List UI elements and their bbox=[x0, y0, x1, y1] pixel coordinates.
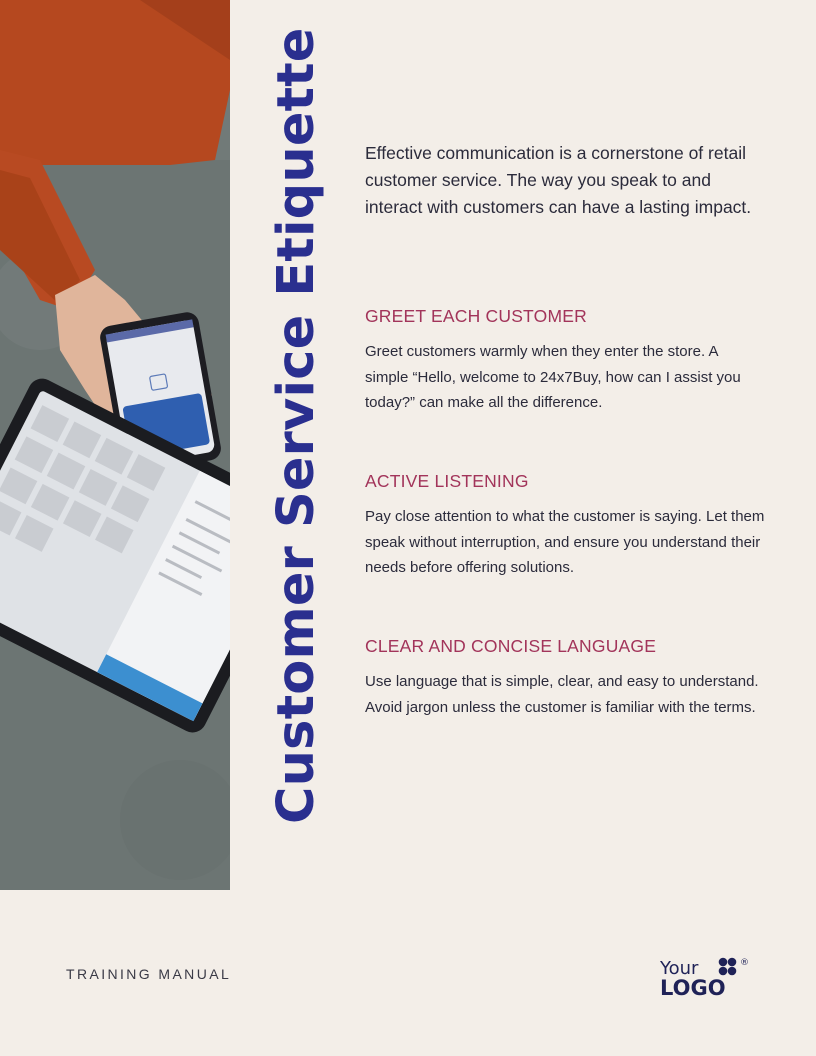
intro-text: Effective communication is a cornerstone of retail customer service. The way you speak to and interact with customers can have a lasting impact. bbox=[365, 143, 752, 217]
logo-text-line1: Your bbox=[660, 958, 699, 979]
logo-text-line2: LOGO bbox=[660, 976, 726, 999]
section-body: Pay close attention to what the customer is saying. Let them speak without interruption, and ensure you understand their needs before offering solutions. bbox=[365, 508, 765, 576]
footer-label: TRAINING MANUAL bbox=[66, 966, 232, 982]
intro-block bbox=[365, 140, 765, 221]
section-body: Greet customers warmly when they enter the store. A simple “Hello, welcome to 24x7Buy, how can I assist you today?” can make all the difference. bbox=[365, 343, 741, 411]
section-greet bbox=[365, 305, 765, 416]
section-body: Use language that is simple, clear, and easy to understand. Avoid jargon unless the customer is familiar with the terms. bbox=[365, 673, 759, 716]
registered-mark: ® bbox=[740, 958, 749, 968]
company-logo bbox=[660, 955, 756, 999]
section-heading: GREET EACH CUSTOMER bbox=[365, 306, 587, 326]
section-clear-language bbox=[365, 635, 765, 720]
hero-photo bbox=[0, 0, 230, 890]
logo-mark-icon bbox=[719, 958, 737, 976]
photo-illustration bbox=[0, 0, 230, 890]
section-active-listening bbox=[365, 470, 765, 581]
section-heading: CLEAR AND CONCISE LANGUAGE bbox=[365, 636, 657, 656]
page-title: Customer Service Etiquette bbox=[267, 27, 326, 824]
section-heading: ACTIVE LISTENING bbox=[365, 471, 529, 491]
